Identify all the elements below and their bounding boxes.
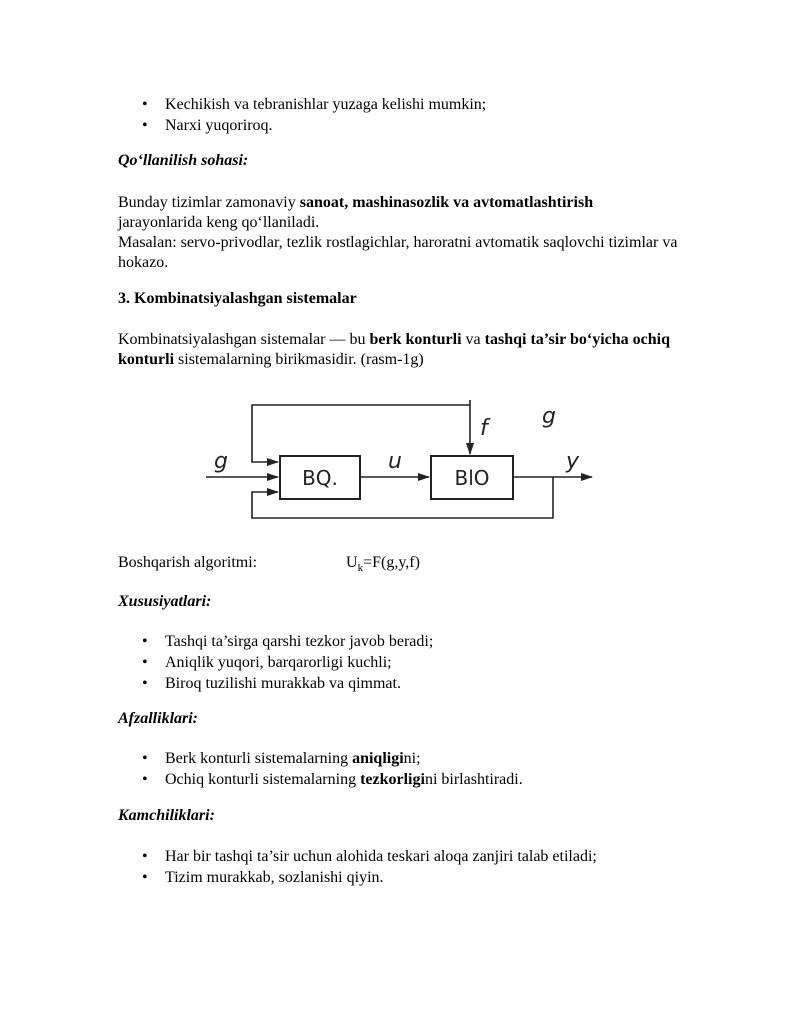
- bold-text: berk konturli: [369, 331, 462, 348]
- formula-rest: =F(g,y,f): [363, 554, 420, 571]
- text: Bunday tizimlar zamonaviy: [118, 194, 300, 211]
- text: sistemalarning birikmasidir. (rasm-1g): [174, 351, 424, 368]
- algorithm-formula: [346, 554, 420, 574]
- formula-main: U: [346, 554, 358, 571]
- text: ni birlashtiradi.: [424, 771, 523, 788]
- application-paragraph: [118, 193, 698, 273]
- controller-block-label: BQ.: [302, 466, 338, 490]
- text: Ochiq konturli sistemalarning: [165, 771, 361, 788]
- input-g-label: g: [214, 449, 228, 474]
- feedforward-line: [252, 405, 470, 462]
- list-item: • Har bir tashqi ta’sir uchun alohida teskari aloqa zanjiri talab etiladi;: [142, 846, 597, 867]
- list-item: • Aniqlik yuqori, barqarorligi kuchli;: [142, 652, 433, 673]
- definition-paragraph: [118, 330, 698, 370]
- text: Masalan: servo-privodlar, tezlik rostlagichlar, haroratni avtomatik saqlovchi tizimlar va hokazo.: [118, 234, 678, 271]
- list-item: [142, 769, 523, 790]
- bold-text: aniqligi: [352, 750, 404, 767]
- control-algorithm: [118, 554, 518, 576]
- u-label: u: [388, 449, 402, 474]
- formula-subscript: k: [357, 562, 364, 575]
- list-item: • Tizim murakkab, sozlanishi qiyin.: [142, 867, 597, 888]
- y-label: y: [566, 449, 580, 474]
- advantages-heading: Afzalliklari:: [118, 710, 199, 727]
- features-heading: Xususiyatlari:: [118, 593, 212, 610]
- text: Berk konturli sistemalarning: [165, 750, 353, 767]
- disadvantages-heading: Kamchiliklari:: [118, 807, 215, 824]
- list-item: • Narxi yuqoriroq.: [142, 115, 486, 136]
- algorithm-label: Boshqarish algoritmi:: [118, 554, 258, 571]
- feedback-line: [252, 477, 553, 518]
- list-item: • Kechikish va tebranishlar yuzaga kelishi mumkin;: [142, 94, 486, 115]
- list-item: [142, 748, 523, 769]
- bold-text: tezkorligi: [360, 771, 425, 788]
- text: va: [461, 331, 485, 348]
- f-label: f: [480, 416, 488, 441]
- text: jarayonlarida keng qo‘llaniladi.: [118, 214, 320, 231]
- list-item: • Tashqi ta’sirga qarshi tezkor javob beradi;: [142, 631, 433, 652]
- combined-system-diagram: [200, 396, 610, 526]
- bold-text: sanoat, mashinasozlik va avtomatlashtirish: [299, 194, 594, 211]
- disadvantages-list: [142, 846, 597, 888]
- drawbacks-list-top: [142, 94, 486, 136]
- list-item: • Biroq tuzilishi murakkab va qimmat.: [142, 673, 433, 694]
- application-heading: Qo‘llanilish sohasi:: [118, 152, 249, 169]
- section-heading: 3. Kombinatsiyalashgan sistemalar: [118, 290, 357, 307]
- advantages-list: [142, 748, 523, 790]
- features-list: [142, 631, 433, 694]
- bold-text: tashqi ta’sir bo‘yicha ochiq konturli: [118, 331, 670, 368]
- text: Kombinatsiyalashgan sistemalar — bu: [118, 331, 370, 348]
- text: ni;: [403, 750, 421, 767]
- plant-block-label: BlO: [454, 466, 490, 490]
- top-g-label: g: [542, 404, 556, 429]
